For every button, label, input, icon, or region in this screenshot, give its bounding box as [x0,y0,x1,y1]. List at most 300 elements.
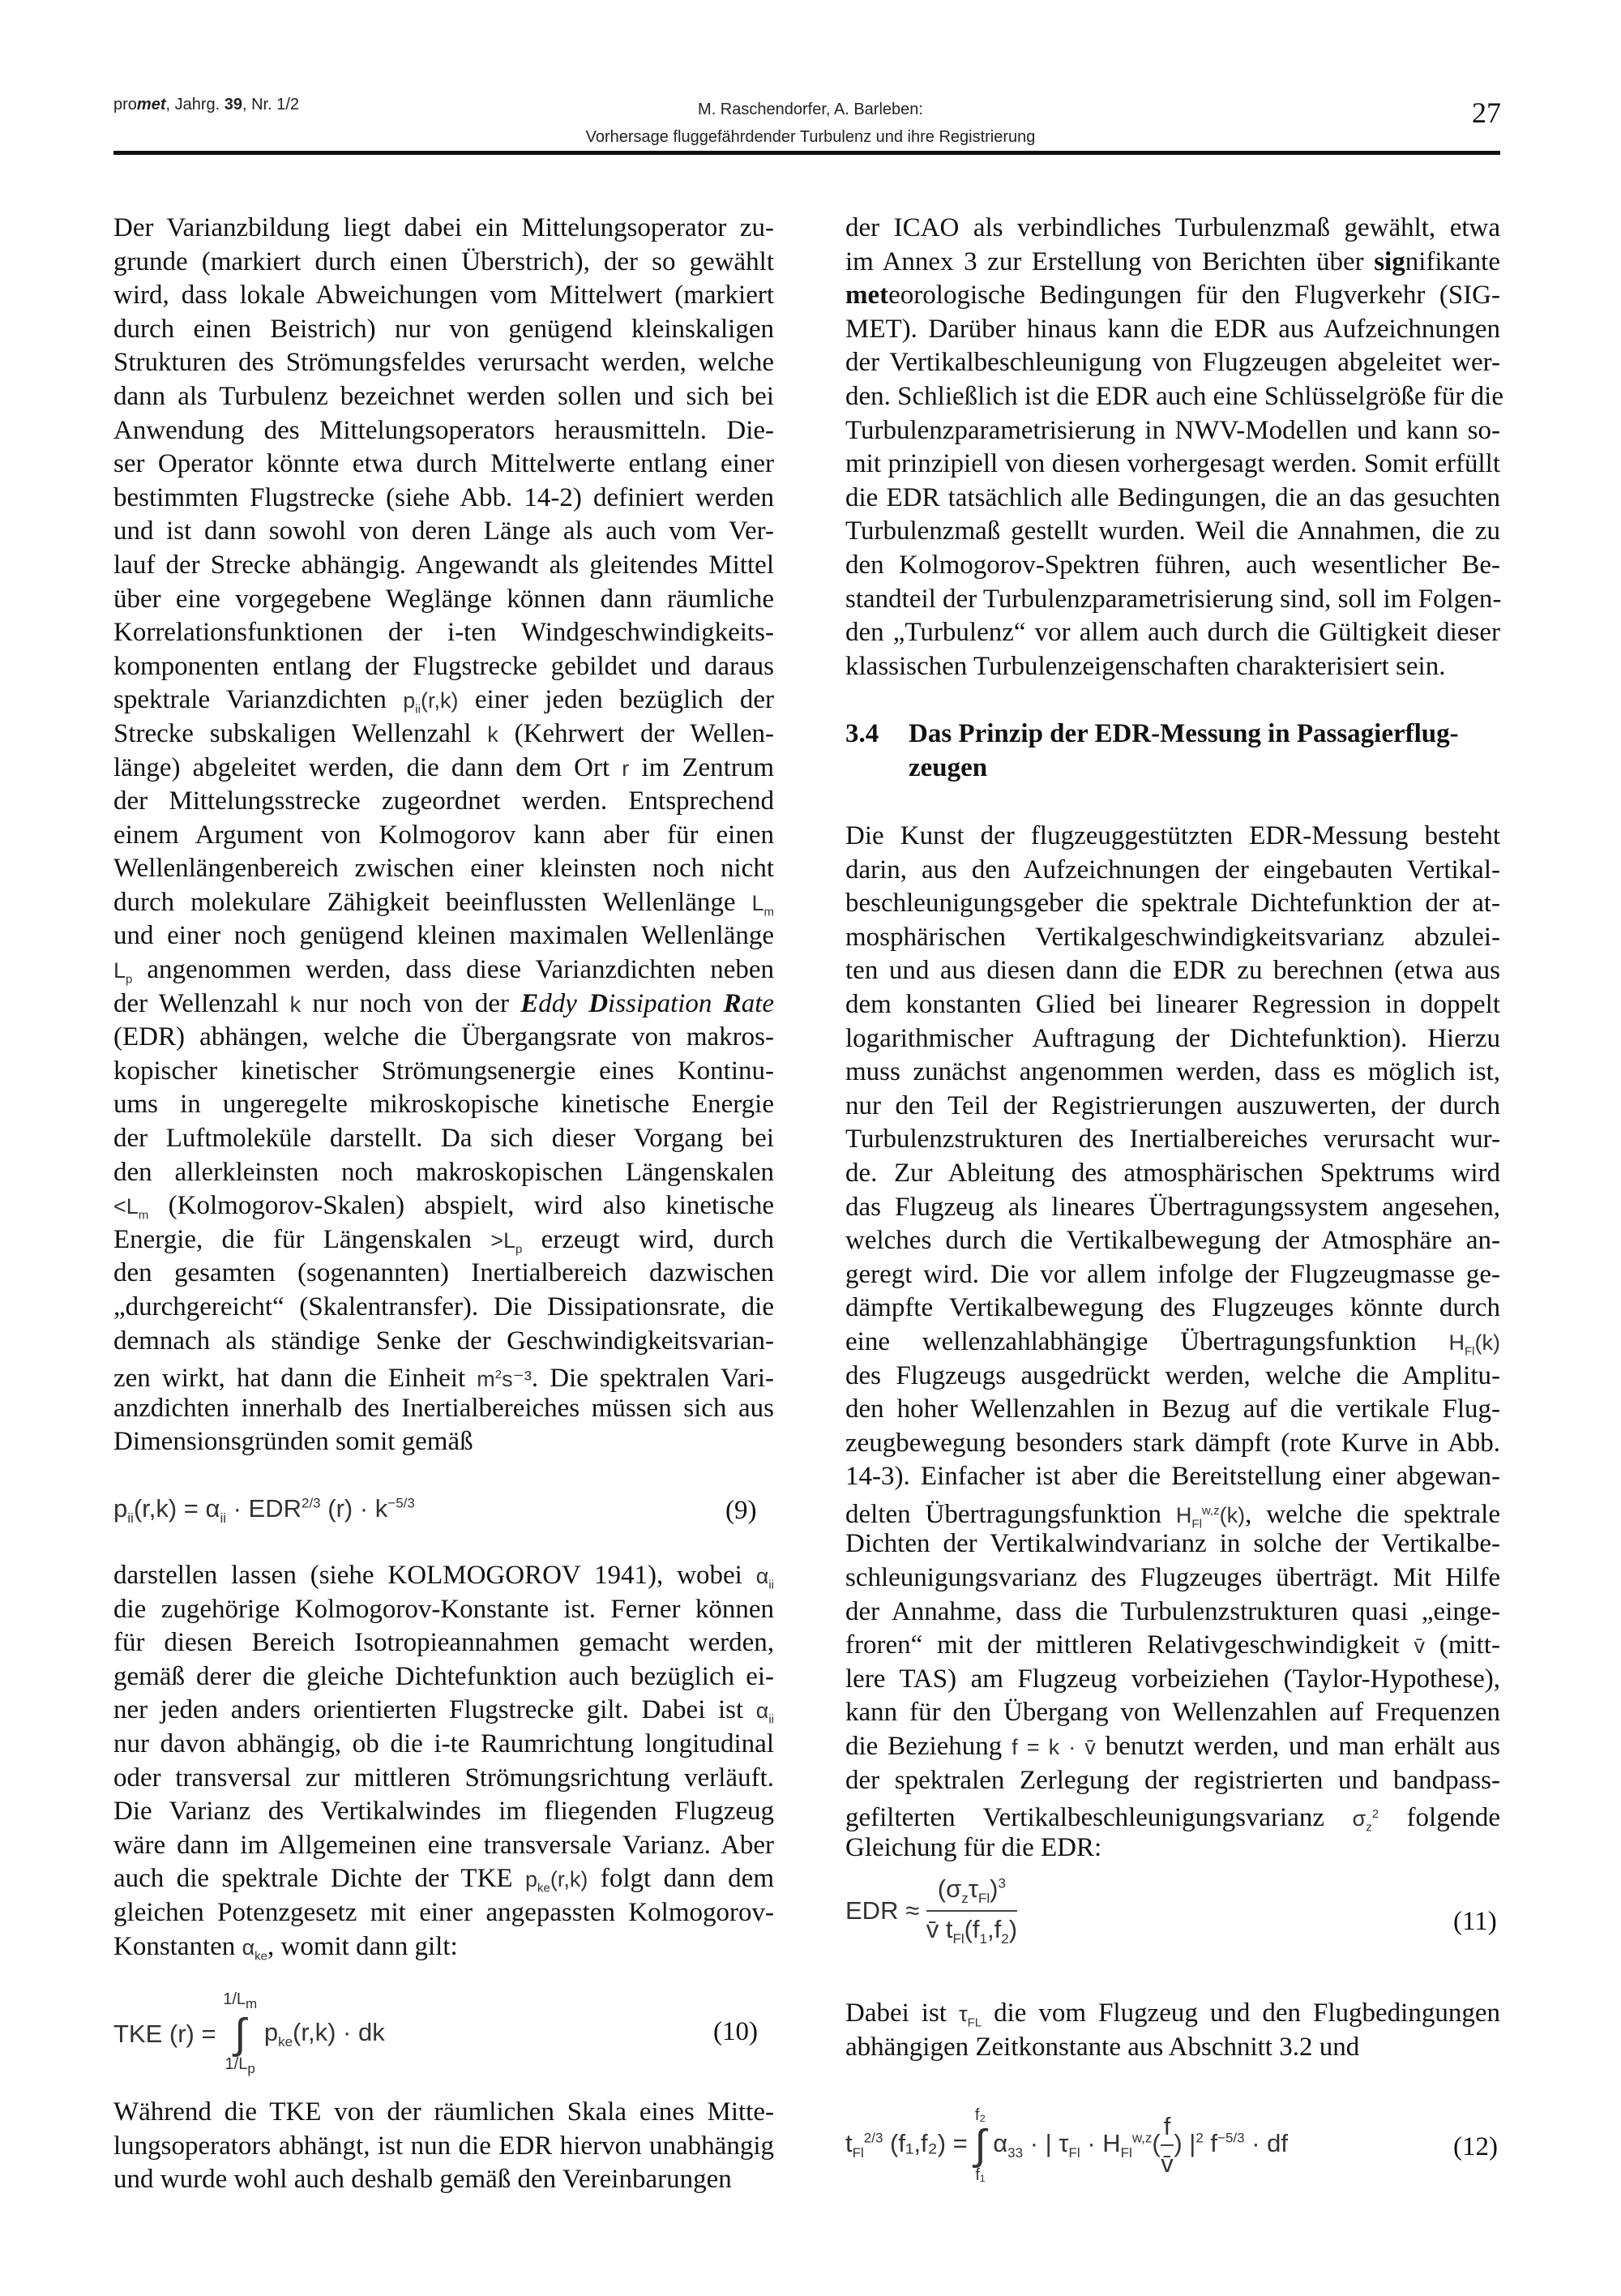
text-line [845,346,1500,380]
eq12-frac-num: f [1161,2112,1174,2146]
text-run: durch einen Beistrich) nur von genügend kleinskaligen [113,314,774,344]
math-base: k [487,722,498,747]
text-line [113,1392,774,1426]
bold-italic-run [724,989,742,1018]
math-superscript: w,z [1201,1503,1220,1518]
text-run: der Luftmoleküle darstellt. Da sich dieser Vorgang bei [113,1124,774,1154]
text-run: der Annahme, dass die Turbulenzstrukturen quasi „einge- [845,1596,1500,1626]
text-run: „durchgereicht“ (Skalentransfer). Die Dissipationsrate, die [113,1292,774,1321]
inline-math [1175,1502,1246,1531]
bold-italic-letter: R [723,988,742,1018]
text-run: geregt wird. Die vor allem infolge der Flugzeugmasse ge- [845,1259,1500,1289]
text-run: der Vertikalbeschleunigung von Flugzeugen abgeleitet wer- [845,348,1500,378]
math-subscript: ii [415,702,421,717]
text-run: Energie, die für Längenskalen [113,1224,491,1254]
text-run: einer jeden bezüglich der [458,685,774,715]
text-run: erzeugt wird, durch [522,1224,774,1254]
eq10-lower-sub: p [247,2061,255,2076]
text-run: Turbulenzmaß gestellt wurden. Weil die Annahmen, die zu [845,516,1500,546]
text-run: , welche die spektrale [1245,1499,1500,1529]
inline-math [490,1227,523,1257]
journal-name-pre: pro [113,96,137,114]
math-base: m [477,1367,495,1392]
eq10-upper [223,1990,258,2011]
math-args: (k) [1219,1502,1246,1527]
text-run: Konstanten [113,1931,242,1961]
text-run: den „Turbulenz“ vor allem auch durch die Gültigkeit dieser [845,618,1500,648]
inline-math [1448,1330,1500,1359]
text-run: die vom Flugzeug und den Flugbedingungen [982,1998,1500,2028]
header-title: Vorhersage fluggefährdender Turbulenz und ihre Registrierung [585,128,1036,146]
text-line [845,549,1500,583]
eq12-df: · df [1244,2129,1289,2158]
text-line [845,515,1500,549]
text-run: beschleunigungsgeber die spektrale Dichtefunktion der at- [845,889,1500,919]
text-run: gefilterten Vertikalbeschleunigungsvarianz [845,1803,1353,1833]
text-run: kopischer kinetischer Strömungsenergie eines Kontinu- [113,1056,774,1086]
eq12-tau: · | τ [1023,2129,1069,2158]
italic-run: issipation [608,988,724,1018]
equation-10-number: (10) [713,2017,758,2046]
eq9-lhs-sub: ii [127,1510,134,1527]
text-run: logarithmischer Auftragung der Dichtefunktion). Hierzu [845,1023,1500,1053]
inline-math [751,890,774,919]
math-base: >L [490,1227,515,1253]
text-line [845,1494,1500,1531]
text-line [113,886,774,920]
eq12-t: t [845,2128,853,2157]
text-run: anzdichten innerhalb des Inertialbereiches müssen sich aus [113,1393,774,1423]
text-run: mosphärischen Vertikalgeschwindigkeitsvarianz abzulei- [845,922,1500,952]
text-line [113,752,774,786]
text-line [113,414,774,448]
text-line [113,2130,774,2164]
eq12-frac-den: v̄ [1161,2149,1174,2178]
inline-math [113,1194,149,1223]
left-column-block-1 [113,212,774,1459]
text-run: im Zentrum [629,752,774,782]
text-run: delten Übertragungsfunktion [845,1499,1176,1529]
eq12-abs-close: | [1182,2129,1196,2158]
text-line [845,246,1500,280]
math-subscript: p [126,972,133,987]
integral-symbol: ∫ [234,2011,246,2058]
text-run: lauf der Strecke abhängig. Angewandt als gleitendes Mittel [113,550,774,580]
text-line [113,1189,774,1223]
journal-name-em: met [136,96,166,114]
math-subscript: ke [537,1881,550,1895]
eq11-den: v̄ t [926,1915,953,1944]
eq11-numerator [926,1874,1017,1912]
text-line [845,1527,1500,1561]
text-run: nur den Teil der Registrierungen auszuwerten, der durch [845,1090,1500,1120]
text-line [845,1831,1500,1866]
eq12-upper: f₂ [974,2106,986,2124]
math-base: p [525,1867,538,1892]
text-run: , womit dann gilt: [267,1931,458,1961]
eq11-den-close: ) [1008,1915,1018,1944]
text-run: der Mittelungsstrecke zugeordnet werden. Entsprechend [113,786,774,816]
text-line [113,1425,774,1459]
text-line [113,785,774,819]
text-line [845,1191,1500,1225]
text-line [113,1795,774,1829]
bold-italic-run [588,989,608,1018]
inline-math [622,756,629,781]
text-line [845,954,1500,988]
text-line [845,212,1500,246]
right-column-block-1 [845,212,1503,683]
eq12-lhs [845,2128,975,2161]
text-run: dämpfte Vertikalbewegung des Flugzeuges könnte durch [845,1293,1500,1323]
eq9-args: (r,k) = α [133,1494,220,1523]
text-run: folgende [1379,1803,1500,1833]
text-run: den Kolmogorov-Spektren führen, auch wesentlicher Be- [845,550,1500,580]
text-run: die Beziehung [845,1732,1012,1762]
inline-math [403,688,459,717]
journal-volume: 39 [224,96,242,114]
section-number: 3.4 [845,719,879,748]
text-line [113,1156,774,1190]
inline-math [290,992,302,1017]
math-subscript: m [763,905,774,919]
text-run: darstellen lassen (siehe KOLMOGOROV 1941), wobei [113,1561,756,1590]
text-run: den hoher Wellenzahlen in Bezug auf die vertikale Flug- [845,1394,1500,1424]
text-run: und ist dann sowohl von deren Länge als auch vom Ver- [113,516,774,546]
text-line [113,650,774,684]
text-line [113,313,774,347]
text-line [845,1730,1500,1764]
eq10-lhs: TKE (r) = [113,2020,224,2048]
text-run: darin, aus den Aufzeichnungen der eingebauten Vertikal- [845,855,1500,885]
journal-info [113,96,299,114]
text-run: durch molekulare Zähigkeit beeinflussten Wellenlänge [113,887,752,917]
text-run: benutzt werden, und man erhält aus [1095,1732,1501,1762]
eq12-fraction [1161,2112,1174,2178]
text-line [113,683,774,718]
text-line [113,1291,774,1325]
math-superscript: 2 [1371,1807,1379,1822]
text-line [845,1326,1500,1360]
text-run: das Flugzeug als lineares Übertragungssystem angesehen, [845,1192,1500,1222]
bold-run: sig [1374,246,1405,276]
left-column-block-3 [113,2096,774,2197]
eq10-lower-text: 1/L [225,2055,248,2073]
text-run: eine wellenzahlabhängige Übertragungsfunktion [845,1326,1449,1356]
text-line [113,1088,774,1122]
text-run: abhängigen Zeitkonstante aus Abschnitt 3.2 und [845,2032,1360,2062]
inline-math [755,1698,774,1727]
text-run: länge) abgeleitet werden, die dann dem Ort [113,752,622,782]
italic-run: ate [741,988,775,1018]
text-line [845,887,1500,921]
eq9-tail: (r) · k [320,1494,388,1523]
text-run: Turbulenzstrukturen des Inertialbereiches verursacht wur- [845,1124,1500,1154]
inline-math [958,2002,982,2030]
eq9-k-exp: −5/3 [387,1495,415,1511]
text-run: Der Varianzbildung liegt dabei ein Mittelungsoperator zu- [113,213,774,242]
math-superscript: 2 [494,1368,503,1382]
text-run: Während die TKE von der räumlichen Skala eines Mitte- [113,2097,774,2127]
eq11-f2: ,f [987,1915,1002,1944]
text-run: nur noch von der [301,988,521,1018]
math-subscript: p [515,1242,523,1257]
bold-run: met [845,281,889,311]
text-line [113,549,774,583]
text-line [845,1764,1500,1798]
text-run: klassischen Turbulenzeigenschaften charakterisiert sein. [845,651,1446,681]
eq12-args: (f₁,f₂) = [883,2128,975,2157]
equation-11 [845,1874,1017,1947]
math-subscript: z [1366,1820,1372,1835]
text-run: spektrale Varianzdichten [113,685,404,715]
text-line [845,313,1500,347]
text-run: zeugbewegung besonders stark dämpft (rote Kurve in Abb. [845,1428,1500,1458]
text-line [113,1055,774,1089]
math-base: σ [1352,1806,1367,1831]
eq12-H-sup: w,z [1131,2130,1153,2146]
text-run: im Annex 3 zur Erstellung von Berichten über [845,246,1375,276]
eq11-den-sub: Fl [952,1931,964,1947]
text-line [845,820,1500,854]
text-run: der spektralen Zerlegung der registrierten und bandpass- [845,1765,1500,1795]
text-run: muss zunächst angenommen werden, dass es möglich ist, [845,1057,1500,1087]
journal-year-label: , Jahrg. [165,96,225,114]
text-run: Turbulenzparametrisierung in NWV-Modellen und kann so- [845,415,1500,445]
text-run: der ICAO als verbindliches Turbulenzmaß gewählt, etwa [845,213,1500,242]
text-line [113,448,774,482]
eq11-f1: (f [964,1915,980,1944]
text-run: die zugehörige Kolmogorov-Konstante ist. Ferner können [113,1594,774,1624]
text-run: dem konstanten Glied bei linearer Regression in doppelt [845,989,1500,1019]
italic-run: ddy [538,988,589,1018]
text-line [845,482,1500,516]
text-run: den. Schließlich ist die EDR auch eine Schlüsselgröße für die [845,381,1503,411]
text-line [113,346,774,380]
math-subscript: ii [768,1712,774,1727]
eq10-p-sub: ke [278,2034,293,2050]
page-number: 27 [1472,96,1501,129]
eq12-H: · H [1080,2129,1121,2158]
eq11-sigma: (σ [937,1874,962,1903]
text-line [845,1224,1500,1258]
text-run: de. Zur Ableitung des atmosphärischen Spektrums wird [845,1158,1500,1188]
eq12-t-sub: Fl [852,2145,864,2161]
text-run: der Wellenzahl [113,988,290,1018]
text-run: mit prinzipiell von diesen vorhergesagt werden. Somit erfüllt [845,449,1500,479]
text-run: Strecke subskaligen Wellenzahl [113,718,488,748]
text-run: MET). Darüber hinaus kann die EDR aus Aufzeichnungen [845,314,1500,344]
eq12-H-sub: Fl [1120,2145,1132,2161]
eq11-tau: τ [968,1874,978,1903]
text-line [113,1223,774,1257]
equation-12 [845,2106,1288,2184]
text-run: (Kehrwert der Wellen- [498,718,774,748]
text-line [113,1694,774,1728]
inline-math [113,958,133,987]
text-run: grunde (markiert durch einen Überstrich), der so gewählt [113,246,774,276]
text-run: wird, dass lokale Abweichungen vom Mittelwert (markiert [113,281,774,311]
text-run: Strukturen des Strömungsfeldes verursacht werden, welche [113,348,774,378]
text-line [845,1157,1500,1191]
text-run: Dimensionsgründen somit gemäß [113,1427,473,1457]
text-line [113,1358,774,1392]
text-line [113,380,774,414]
text-line [845,650,1500,684]
text-run: des Flugzeugs ausgedrückt werden, welche die Amplitu- [845,1360,1500,1390]
text-line [113,1896,774,1930]
bold-italic-letter: D [588,988,609,1018]
equation-9-number: (9) [725,1496,757,1525]
text-run: über eine vorgegebene Weglänge können dann räumliche [113,584,774,614]
text-line [845,1460,1500,1494]
text-run: dann als Turbulenz bezeichnet werden sollen und sich bei [113,381,774,411]
text-line [113,1862,774,1896]
text-line [113,1728,774,1762]
text-run: bestimmten Flugstrecke (siehe Abb. 14-2) definiert werden [113,482,774,512]
text-line [113,852,774,886]
text-run: Anwendung des Mittelungsoperators herausmitteln. Die- [113,415,774,445]
text-line [113,1559,774,1593]
eq10-args: (r,k) · dk [293,2017,385,2046]
math-subscript: ii [768,1578,774,1592]
text-line [845,1292,1500,1326]
inline-math [242,1934,268,1963]
eq10-lower [225,2055,255,2076]
math-base: H [1448,1330,1465,1355]
eq11-tau-sub: Fl [978,1891,990,1907]
bold-italic-run [520,989,538,1018]
text-line [845,414,1500,448]
journal-issue: , Nr. 1/2 [242,96,300,114]
text-run: den allerkleinsten noch makroskopischen Längenskalen [113,1157,774,1187]
text-run: wäre dann im Allgemeinen eine transversale Varianz. Aber [113,1830,774,1860]
text-line [845,1663,1500,1697]
text-run: welches durch die Vertikalbewegung der Atmosphäre an- [845,1226,1500,1256]
text-run: folgt dann dem [588,1864,774,1894]
text-run: die EDR tatsächlich alle Bedingungen, die an das gesuchten [845,482,1500,512]
eq11-sigma-sub: z [961,1891,969,1907]
text-run: kann für den Übergang von Wellenzahlen auf Frequenzen [845,1698,1500,1728]
text-run: demnach als ständige Senke der Geschwindigkeitsvarian- [113,1326,774,1356]
math-args: (r,k) [420,688,459,713]
text-run: froren“ mit der mittleren Relativgeschwindigkeit [845,1630,1414,1660]
text-run: für diesen Bereich Isotropieannahmen gemacht werden, [113,1628,774,1658]
text-line [845,988,1500,1022]
text-line [845,1797,1500,1835]
eq11-f2-sub: 2 [1001,1931,1009,1947]
text-run: Gleichung für die EDR: [845,1832,1102,1862]
header-rule [113,151,1500,155]
equation-10 [113,1990,385,2078]
text-line [113,987,774,1022]
text-line [845,380,1503,414]
inline-math [1352,1806,1379,1835]
section-title: Das Prinzip der EDR-Messung in Passagierflug- zeugen [909,719,1459,782]
text-line [113,1593,774,1627]
math-base: k [289,992,302,1017]
equation-9 [113,1494,415,1527]
text-line [845,1090,1500,1124]
text-line [845,921,1500,955]
eq10-upper-text: 1/L [223,1990,246,2008]
math-args: (k) [1474,1330,1500,1355]
text-run: gemäß derer die gleiche Dichtefunktion auch bezüglich ei- [113,1661,774,1691]
eq11-fraction [926,1874,1017,1947]
inline-math [477,1367,532,1391]
text-line [113,583,774,617]
text-line [113,718,774,752]
inline-math [1012,1735,1096,1759]
text-run: eorologische Bedingungen für den Flugverkehr (SIG- [888,281,1500,311]
math-base: L [751,890,764,915]
text-line [113,1829,774,1863]
math-subscript: FL [967,2015,982,2030]
text-run: Wellenlängenbereich zwischen einer kleinsten noch nicht [113,854,774,884]
text-line [113,246,774,280]
eq12-f: f [1203,2129,1218,2158]
text-line [845,279,1500,313]
eq12-f-exp: −5/3 [1217,2130,1245,2146]
text-line [113,1762,774,1796]
text-line [845,1258,1500,1292]
math-base: r [622,756,630,781]
text-run: nur davon abhängig, ob die i-te Raumrichtung longitudinal [113,1728,774,1758]
eq9-edr-exp: 2/3 [302,1495,321,1511]
text-line [845,1360,1500,1394]
text-run: Die Varianz des Vertikalwindes im fliegenden Flugzeug [113,1797,774,1827]
integral-symbol: ∫ [974,2122,986,2169]
equation-12-number: (12) [1453,2132,1498,2161]
eq12-alpha: α [993,2129,1008,2158]
section-heading-3-4 [845,718,1500,785]
eq10-upper-sub: m [246,1996,258,2011]
text-run: (mitt- [1424,1630,1500,1660]
text-run: angenommen werden, dass diese Varianzdichten neben [132,955,774,985]
text-line [113,2096,774,2130]
math-subscript: ke [254,1948,268,1963]
eq9-alpha-sub: ii [220,1510,226,1527]
eq12-t-exp: 2/3 [863,2130,883,2146]
text-run: einem Argument von Kolmogorov kann aber für einen [113,820,774,850]
text-line [845,1629,1500,1663]
text-line [845,448,1500,482]
text-line [113,919,774,953]
text-line [113,279,774,313]
header-authors: M. Raschendorfer, A. Barleben: [698,101,923,118]
text-run: ums in ungeregelte mikroskopische kinetische Energie [113,1090,774,1120]
left-column-block-2 [113,1559,774,1964]
text-line [113,953,774,987]
eq11-close: ) [990,1874,999,1903]
text-run: oder transversal zur mittleren Strömungsrichtung verläuft. [113,1763,774,1793]
text-line [113,482,774,516]
math-base: L [113,958,126,983]
inline-math [487,722,498,747]
text-line [845,1393,1500,1427]
text-run: komponenten entlang der Flugstrecke gebildet und daraus [113,651,774,681]
math-subscript: Fl [1465,1344,1475,1359]
math-base: H [1175,1502,1192,1527]
text-line [113,819,774,853]
text-line [845,1696,1500,1730]
eq10-integrand [263,2017,385,2050]
bold-italic-letter: E [520,988,539,1018]
text-run: auch die spektrale Dichte der TKE [113,1864,526,1894]
text-line [845,1056,1500,1090]
text-line [113,1021,774,1055]
math-base: <L [113,1194,139,1219]
